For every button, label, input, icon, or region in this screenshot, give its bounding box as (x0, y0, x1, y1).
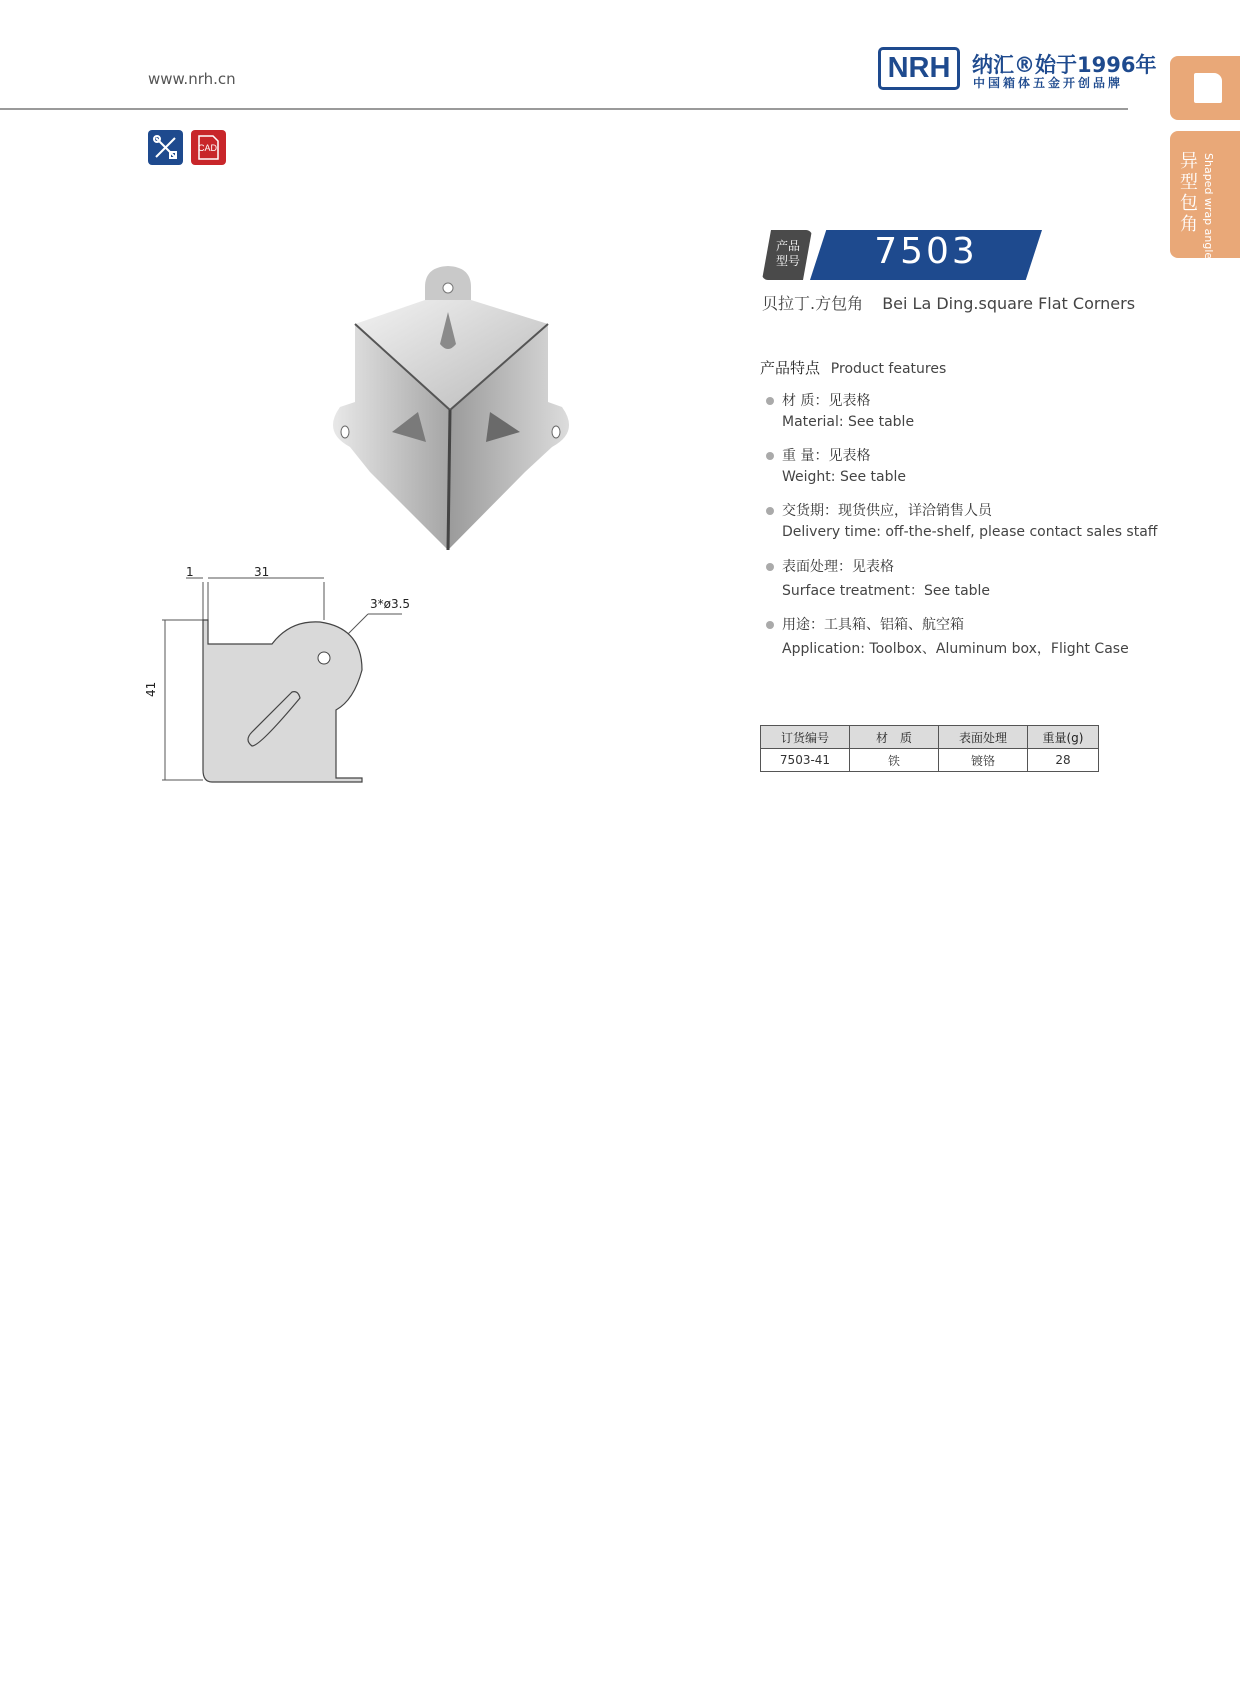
feature-cn: 表面处理：见表格 (782, 559, 894, 575)
model-label-line1: 产品 (775, 239, 800, 253)
feature-en: Surface treatment：See table (782, 583, 991, 599)
side-tab-document[interactable] (1170, 56, 1240, 120)
model-label-line2: 型号 (775, 254, 800, 268)
product-photo (330, 262, 610, 552)
technical-drawing (140, 560, 430, 790)
side-tab-category[interactable] (1170, 131, 1240, 258)
product-name (762, 291, 1135, 314)
brand-subtitle: 中国箱体五金开创品牌 (973, 76, 1124, 90)
product-name-en: Bei La Ding.square Flat Corners (882, 294, 1136, 313)
table-header-cell: 材 质 (850, 726, 939, 749)
brand-slogan: 纳汇®始于1996年 (972, 53, 1157, 77)
bullet-icon (766, 452, 774, 460)
dim-thickness: 1 (186, 565, 194, 579)
brand-logo (878, 47, 960, 90)
table-header-cell: 订货编号 (761, 726, 850, 749)
table-cell: 镀铬 (939, 749, 1028, 772)
table-row (761, 749, 1099, 772)
cad-label: CAD (198, 143, 218, 153)
feature-cn: 用途：工具箱、铝箱、航空箱 (782, 617, 964, 633)
bullet-icon (766, 507, 774, 515)
tools-icon[interactable] (148, 130, 183, 165)
table-cell: 28 (1028, 749, 1099, 772)
side-tab-label-cn: 异型包角 (1180, 151, 1198, 235)
side-tab-label-en: Shaped wrap angle (1202, 153, 1215, 260)
features-title-en: Product features (830, 361, 947, 377)
logo-text: NRH (887, 52, 951, 84)
site-url[interactable]: www.nrh.cn (148, 70, 236, 88)
bullet-icon (766, 397, 774, 405)
feature-en: Delivery time: off-the-shelf, please contact sales staff (782, 524, 1158, 540)
table-cell: 7503-41 (761, 749, 850, 772)
bullet-icon (766, 621, 774, 629)
table-cell: 铁 (850, 749, 939, 772)
bullet-icon (766, 563, 774, 571)
dim-width: 31 (254, 565, 270, 579)
feature-en: Weight: See table (782, 469, 906, 485)
dim-height: 41 (144, 681, 158, 697)
feature-en: Material: See table (782, 414, 915, 430)
features-title-cn: 产品特点 (760, 359, 821, 377)
cad-file-icon[interactable] (191, 130, 226, 165)
document-icon (1194, 73, 1222, 103)
wrench-pencil-icon (148, 130, 183, 165)
header-divider (0, 108, 1128, 110)
dim-hole: 3*ø3.5 (370, 597, 411, 611)
model-label-text (773, 239, 803, 269)
features-title (760, 357, 946, 378)
feature-cn: 交货期：现货供应，详洽销售人员 (782, 503, 992, 519)
table-header-cell: 重量(g) (1028, 726, 1099, 749)
feature-en: Application: Toolbox、Aluminum box，Flight Case (782, 641, 1129, 657)
product-name-cn: 贝拉丁.方包角 (762, 294, 864, 313)
model-number: 7503 (874, 231, 978, 272)
feature-cn: 重 量：见表格 (782, 448, 871, 464)
spec-table (760, 725, 1099, 772)
feature-cn: 材 质：见表格 (782, 393, 871, 409)
table-header-cell: 表面处理 (939, 726, 1028, 749)
table-header-row (761, 726, 1099, 749)
